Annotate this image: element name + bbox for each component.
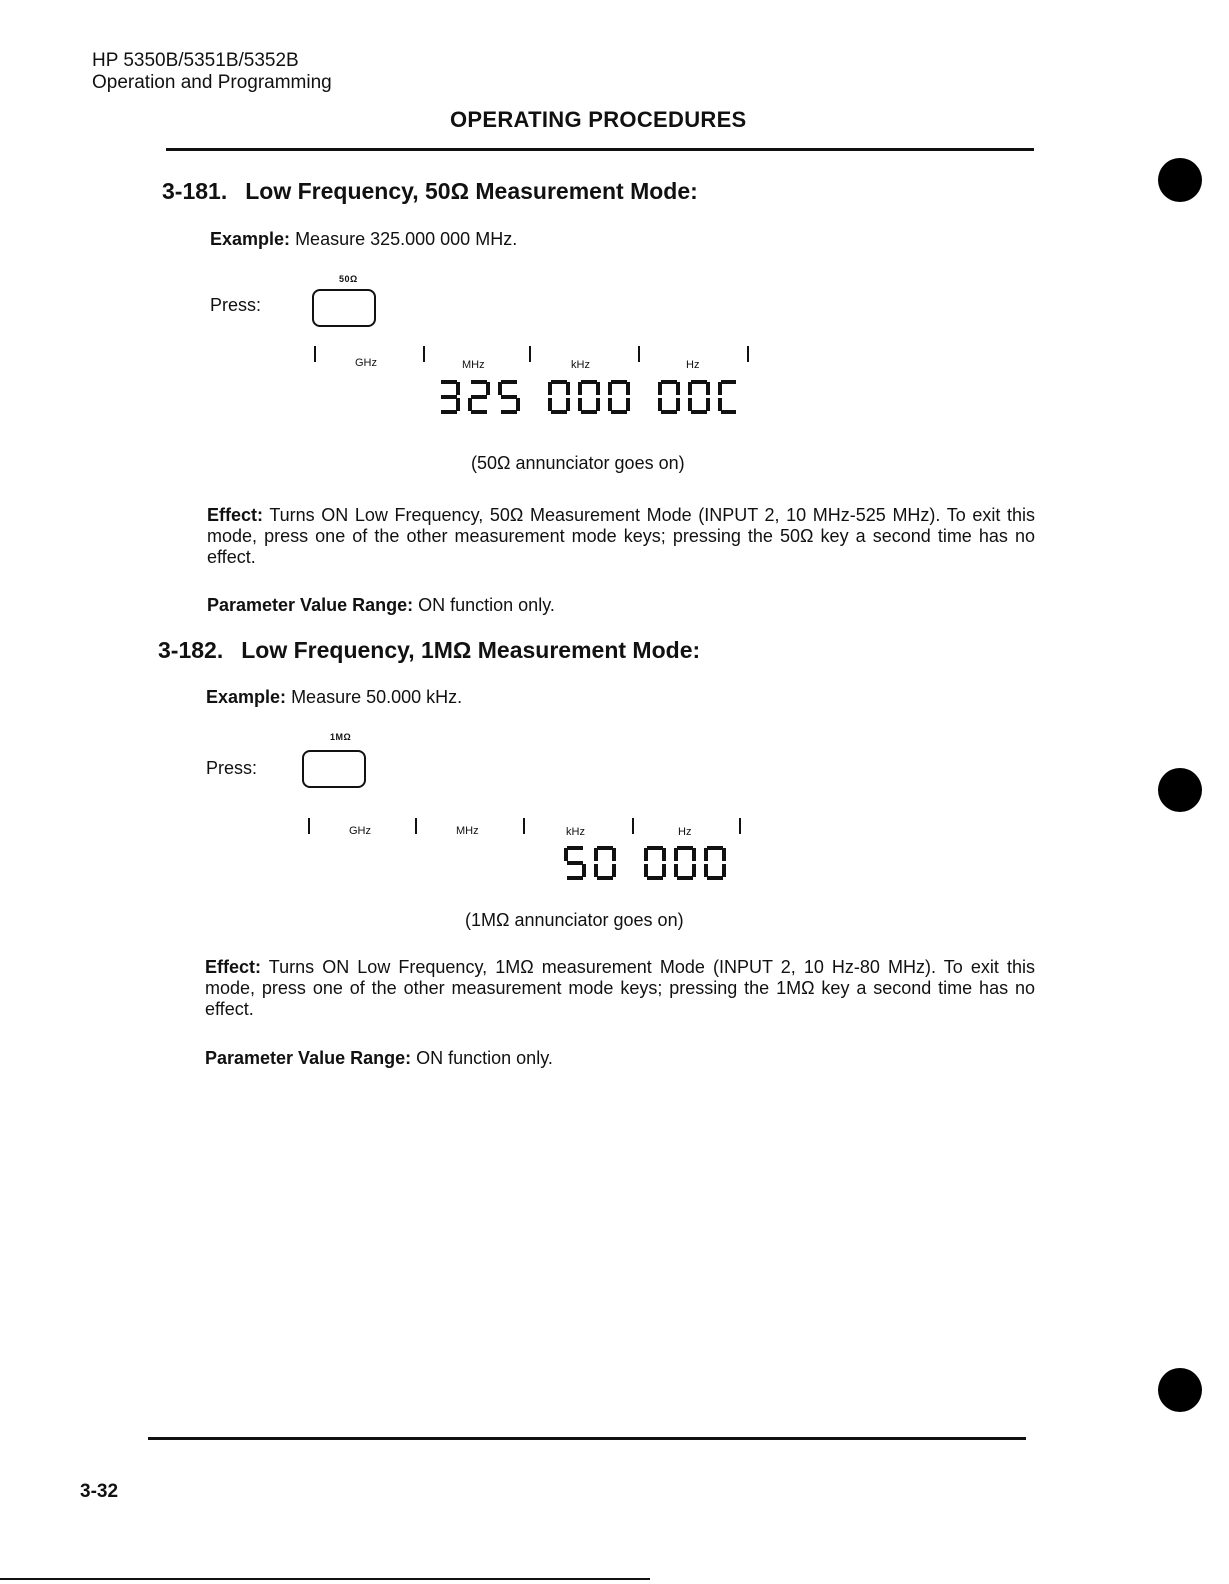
unit-separator — [308, 818, 310, 834]
50-ohm-key[interactable] — [312, 289, 376, 327]
unit-ghz: GHz — [355, 357, 377, 369]
segment-d — [721, 410, 736, 414]
parameter-text: ON function only. — [416, 1048, 553, 1068]
segment-c — [676, 398, 680, 411]
segment-c — [456, 398, 460, 411]
segment-d — [581, 410, 597, 414]
segment-a — [441, 380, 457, 384]
digit-group — [644, 846, 726, 880]
segment-e — [674, 864, 678, 877]
display-digit — [564, 846, 586, 880]
segment-d — [471, 410, 487, 414]
section-number: 3-182. — [158, 637, 224, 663]
display-digit — [704, 846, 726, 880]
unit-separator — [314, 346, 316, 362]
effect-paragraph — [205, 957, 1035, 1020]
segment-a — [647, 846, 663, 850]
display-digit — [498, 380, 520, 414]
segment-c — [662, 864, 666, 877]
segment-d — [501, 410, 517, 414]
segment-b — [676, 382, 680, 395]
parameter-text: ON function only. — [418, 595, 555, 615]
segment-a — [471, 380, 487, 384]
segment-d — [597, 876, 613, 880]
segment-c — [626, 398, 630, 411]
segment-g — [567, 861, 583, 865]
unit-separator — [423, 346, 425, 362]
example-label: Example: — [206, 687, 287, 707]
example-text: Measure 50.000 kHz. — [291, 687, 463, 707]
segment-d — [551, 410, 567, 414]
display-digit — [674, 846, 696, 880]
display-digit — [608, 380, 630, 414]
segment-b — [612, 848, 616, 861]
segment-a — [501, 380, 517, 384]
unit-separator — [632, 818, 634, 834]
segment-e — [688, 398, 692, 411]
seven-segment-readout — [562, 844, 742, 884]
segment-b — [596, 382, 600, 395]
segment-a — [597, 846, 613, 850]
segment-g — [441, 395, 457, 399]
segment-a — [581, 380, 597, 384]
segment-f — [644, 848, 648, 861]
segment-d — [691, 410, 707, 414]
press-label: Press: — [210, 295, 262, 315]
segment-d — [647, 876, 663, 880]
segment-f — [548, 382, 552, 395]
segment-d — [611, 410, 627, 414]
segment-b — [566, 382, 570, 395]
segment-b — [456, 382, 460, 395]
parameter-line — [207, 595, 555, 616]
header-rule — [166, 148, 1034, 151]
display-digit — [594, 846, 616, 880]
unit-mhz: MHz — [456, 825, 479, 837]
segment-e — [548, 398, 552, 411]
segment-a — [661, 380, 677, 384]
unit-mhz: MHz — [462, 359, 485, 371]
segment-d — [707, 876, 723, 880]
segment-c — [722, 864, 726, 877]
segment-c — [516, 398, 520, 411]
segment-e — [594, 864, 598, 877]
press-label: Press: — [206, 758, 258, 778]
1m-ohm-key[interactable] — [302, 750, 366, 788]
segment-b — [626, 382, 630, 395]
parameter-label: Parameter Value Range: — [205, 1048, 412, 1068]
segment-b — [706, 382, 710, 395]
display-digit — [441, 380, 460, 414]
segment-e — [644, 864, 648, 877]
segment-f — [564, 848, 568, 861]
binder-hole — [1158, 1368, 1202, 1412]
display-digit — [548, 380, 570, 414]
segment-f — [688, 382, 692, 395]
segment-a — [691, 380, 707, 384]
display-digit — [578, 380, 600, 414]
segment-f — [658, 382, 662, 395]
segment-f — [498, 382, 502, 395]
segment-b — [486, 382, 490, 395]
effect-text: Turns ON Low Frequency, 50Ω Measurement Mode (INPUT 2, 10 MHz-525 MHz). To exit this mode, press one of the other measurement mode keys; pressing the 50Ω key a second time has no effect. — [207, 505, 1035, 567]
unit-ghz: GHz — [349, 825, 371, 837]
manual-model: HP 5350B/5351B/5352B — [92, 50, 299, 71]
unit-separator — [529, 346, 531, 362]
segment-g — [471, 395, 487, 399]
segment-e — [658, 398, 662, 411]
example-label: Example: — [210, 229, 291, 249]
segment-c — [692, 864, 696, 877]
annunciator-note: (1MΩ annunciator goes on) — [465, 910, 684, 930]
section-number: 3-181. — [162, 178, 228, 204]
effect-label: Effect: — [207, 505, 264, 525]
section-heading — [158, 637, 700, 664]
unit-separator — [638, 346, 640, 362]
segment-e — [468, 398, 472, 411]
section-heading — [162, 178, 698, 205]
parameter-line — [205, 1048, 553, 1069]
digit-group — [658, 380, 736, 414]
segment-d — [661, 410, 677, 414]
display-digit — [658, 380, 680, 414]
display-digit — [468, 380, 490, 414]
segment-c — [566, 398, 570, 411]
unit-separator — [415, 818, 417, 834]
segment-e — [718, 398, 722, 411]
segment-c — [612, 864, 616, 877]
manual-subtitle: Operation and Programming — [92, 72, 332, 93]
segment-f — [718, 382, 722, 395]
segment-b — [722, 848, 726, 861]
segment-f — [674, 848, 678, 861]
counter-display — [436, 378, 736, 418]
segment-b — [662, 848, 666, 861]
segment-a — [677, 846, 693, 850]
example-line — [210, 229, 517, 250]
digit-group — [548, 380, 630, 414]
segment-c — [582, 864, 586, 877]
example-text: Measure 325.000 000 MHz. — [295, 229, 518, 249]
unit-hz: Hz — [686, 359, 700, 371]
segment-d — [677, 876, 693, 880]
segment-d — [441, 410, 457, 414]
annunciator-note: (50Ω annunciator goes on) — [471, 453, 685, 473]
page-number: 3-32 — [80, 1481, 119, 1502]
segment-e — [578, 398, 582, 411]
segment-a — [567, 846, 583, 850]
segment-f — [578, 382, 582, 395]
section-title: Low Frequency, 1MΩ Measurement Mode: — [241, 637, 701, 663]
section-title: Low Frequency, 50Ω Measurement Mode: — [245, 178, 698, 204]
effect-text: Turns ON Low Frequency, 1MΩ measurement Mode (INPUT 2, 10 Hz-80 MHz). To exit this mode, press one of the other measurement mode keys; pressing the 1MΩ key a second time has no effect. — [205, 957, 1035, 1019]
digit-group — [441, 380, 520, 414]
binder-hole — [1158, 768, 1202, 812]
unit-separator — [739, 818, 741, 834]
unit-khz: kHz — [571, 359, 590, 371]
key-label: 50Ω — [339, 274, 358, 284]
binder-hole — [1158, 158, 1202, 202]
segment-a — [551, 380, 567, 384]
segment-g — [501, 395, 517, 399]
segment-c — [706, 398, 710, 411]
unit-separator — [523, 818, 525, 834]
segment-a — [611, 380, 627, 384]
display-digit — [644, 846, 666, 880]
parameter-label: Parameter Value Range: — [207, 595, 414, 615]
example-line — [206, 687, 462, 708]
footer-rule — [148, 1437, 1026, 1440]
segment-b — [692, 848, 696, 861]
effect-paragraph — [207, 505, 1035, 568]
effect-label: Effect: — [205, 957, 262, 977]
display-digit — [718, 380, 736, 414]
segment-c — [596, 398, 600, 411]
segment-d — [567, 876, 583, 880]
segment-a — [721, 380, 736, 384]
segment-e — [704, 864, 708, 877]
unit-separator — [747, 346, 749, 362]
unit-khz: kHz — [566, 826, 585, 838]
counter-display — [562, 844, 742, 884]
key-label: 1MΩ — [330, 732, 352, 742]
seven-segment-readout — [436, 378, 736, 418]
segment-a — [707, 846, 723, 850]
segment-f — [594, 848, 598, 861]
segment-f — [704, 848, 708, 861]
segment-e — [608, 398, 612, 411]
unit-hz: Hz — [678, 826, 692, 838]
page-title: OPERATING PROCEDURES — [450, 107, 747, 132]
digit-group — [564, 846, 616, 880]
scan-edge-rule — [0, 1578, 650, 1580]
segment-f — [608, 382, 612, 395]
display-digit — [688, 380, 710, 414]
